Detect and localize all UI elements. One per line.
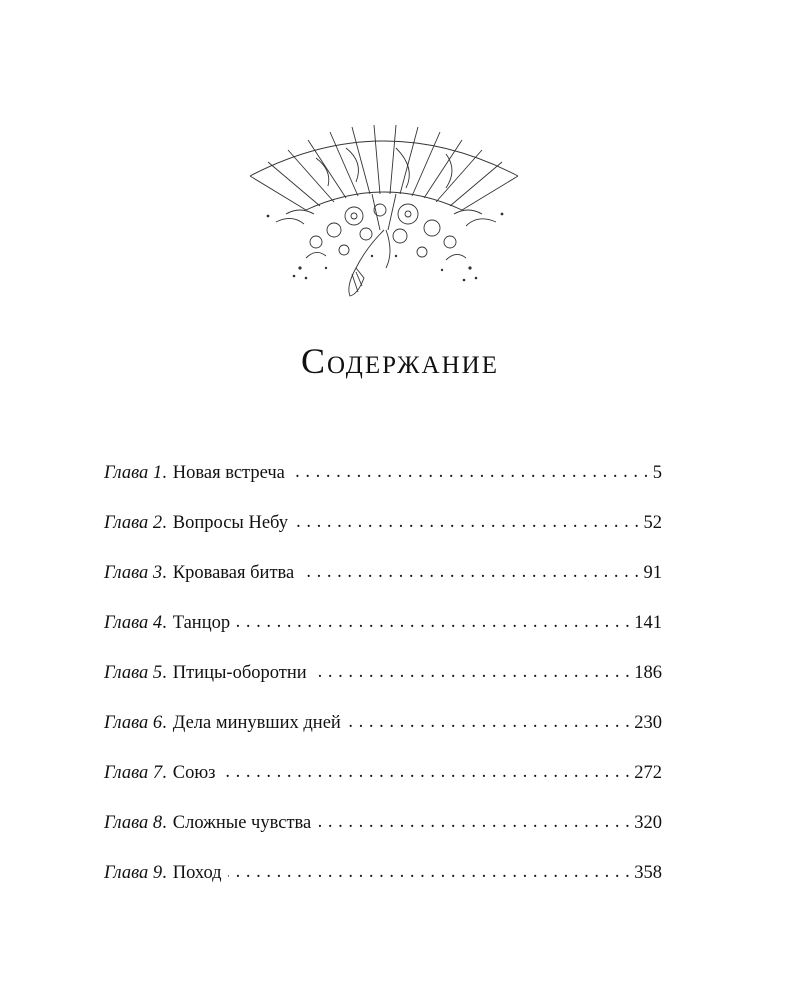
dot-leader [317,812,630,834]
page-number: 52 [643,512,662,533]
chapter-title: Сложные чувства [172,812,312,833]
toc-entry-4[interactable]: Глава 4 . Танцор . . . 141 [104,598,662,648]
dot-leader [294,512,640,534]
chapter-number: 1 [152,462,163,483]
dot-leader [221,762,630,784]
toc-entry-7[interactable]: Глава 7 . Союз . . . 272 [104,748,662,798]
fan-with-flowers-icon [246,118,522,302]
chapter-number: 2 [152,512,163,533]
toc-entry-9[interactable]: Глава 9 . Поход . . . 358 [104,848,662,898]
chapter-title: Союз [172,762,216,783]
chapter-word: Глава [104,862,149,883]
page-title: Содержание [300,341,499,381]
toc-entry-6[interactable]: Глава 6 . Дела минувших дней . . . 230 [104,698,662,748]
dot-leader [291,462,649,484]
chapter-number: 7 [152,762,163,783]
chapter-title: Танцор [172,612,231,633]
chapter-word: Глава [104,612,149,633]
chapter-number: 5 [152,662,163,683]
page-number: 186 [634,662,662,683]
chapter-word: Глава [104,512,149,533]
dot-leader [313,662,631,684]
dot-leader [347,712,630,734]
page-number: 230 [634,712,662,733]
page-number: 320 [634,812,662,833]
chapter-title: Кровавая битва [172,562,295,583]
page-number: 5 [652,462,662,483]
toc-entry-8[interactable]: Глава 8 . Сложные чувства . . . 320 [104,798,662,848]
page-number: 141 [634,612,662,633]
chapter-number: 8 [152,812,163,833]
chapter-word: Глава [104,462,149,483]
chapter-word: Глава [104,562,149,583]
chapter-title: Дела минувших дней [172,712,341,733]
page-number: 272 [634,762,662,783]
chapter-word: Глава [104,812,149,833]
dot-leader [236,612,630,634]
toc-entry-2[interactable]: Глава 2 . Вопросы Небу . . . 52 [104,498,662,548]
page-number: 358 [634,862,662,883]
chapter-number: 6 [152,712,163,733]
dot-leader [228,862,631,884]
chapter-number: 9 [152,862,163,883]
chapter-number: 4 [152,612,163,633]
toc-entry-3[interactable]: Глава 3 . Кровавая битва . . . 91 [104,548,662,598]
page-number: 91 [643,562,662,583]
toc-entry-1[interactable]: Глава 1 . Новая встреча . . . 5 [104,448,662,498]
chapter-title: Птицы-оборотни [172,662,307,683]
chapter-word: Глава [104,662,149,683]
dot-leader [300,562,639,584]
toc-entry-5[interactable]: Глава 5 . Птицы-оборотни . . . 186 [104,648,662,698]
chapter-number: 3 [152,562,163,583]
chapter-word: Глава [104,712,149,733]
chapter-title: Новая встреча [172,462,285,483]
chapter-title: Вопросы Небу [172,512,288,533]
table-of-contents [104,448,662,898]
chapter-title: Поход [172,862,222,883]
chapter-word: Глава [104,762,149,783]
